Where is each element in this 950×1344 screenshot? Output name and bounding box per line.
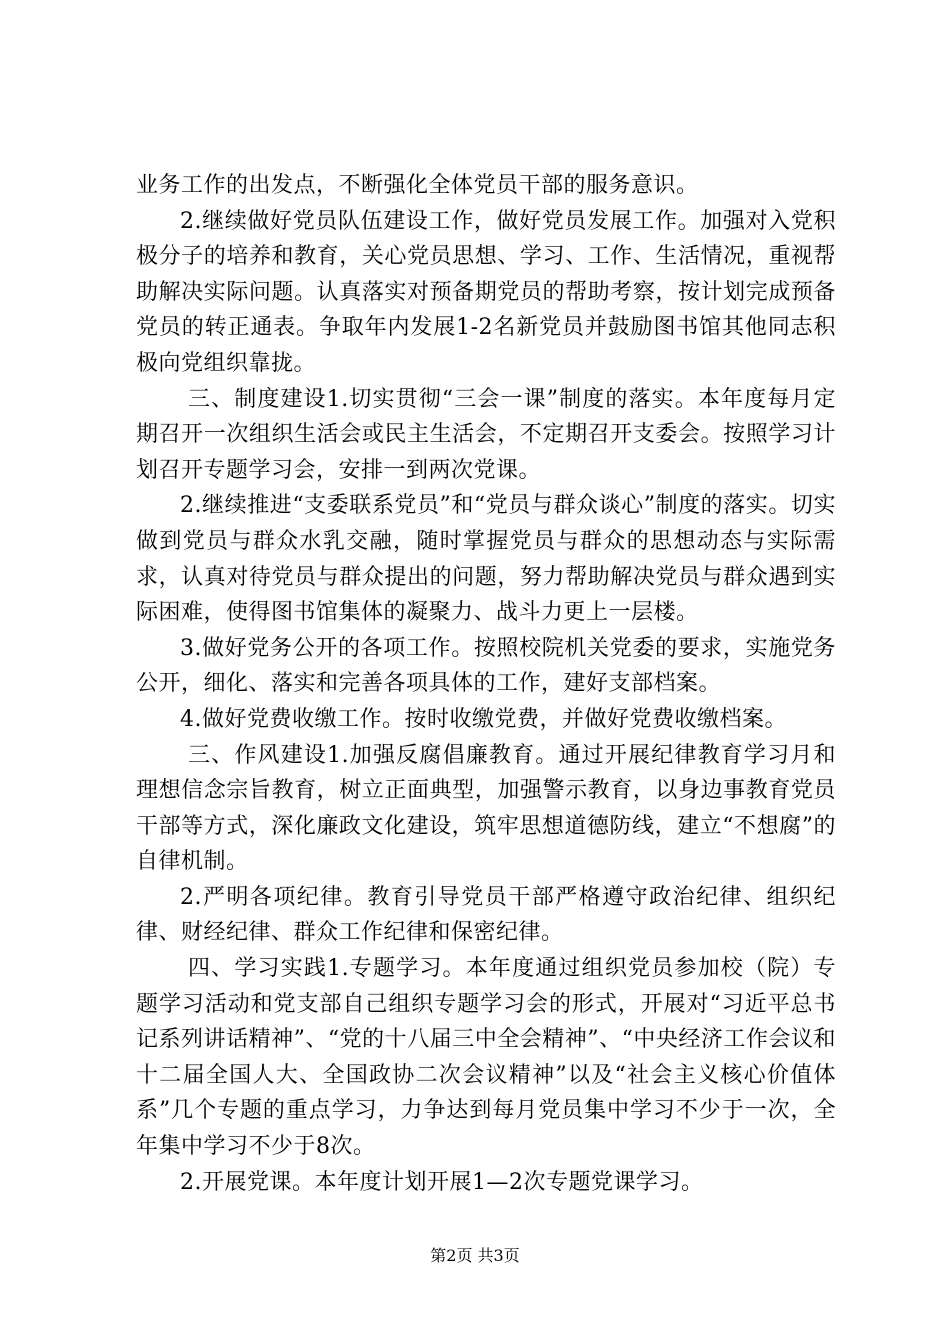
paragraph-study-practice: 四、学习实践1.专题学习。本年度通过组织党员参加校（院）专题学习活动和党支部自己组织专题学习会的形式，开展对“习近平总书记系列讲话精神”、“党的十八届三中全会精神”、“中央经济工作会议和十二届全国人大、全国政协二次会议精神”以及“社会主义核心价值体系”几个专题的重点学习，力争达到每月党员集中学习不少于一次，全年集中学习不少于8次。 [136,956,836,1160]
paragraph-liaison-system: 2.继续推进“支委联系党员”和“党员与群众谈心”制度的落实。切实做到党员与群众水乳交融，随时掌握党员与群众的思想动态与实际需求，认真对待党员与群众提出的问题，努力帮助解决党员与群众遇到实际困难，使得图书馆集体的凝聚力、战斗力更上一层楼。 [136,493,836,626]
paragraph-party-dues: 4.做好党费收缴工作。按时收缴党费，并做好党费收缴档案。 [180,706,787,732]
paragraph-discipline: 2.严明各项纪律。教育引导党员干部严格遵守政治纪律、组织纪律、财经纪律、群众工作纪律和保密纪律。 [136,884,836,946]
paragraph-system-building: 三、制度建设1.切实贯彻“三会一课”制度的落实。本年度每月定期召开一次组织生活会或民主生活会，不定期召开支委会。按照学习计划召开专题学习会，安排一到两次党课。 [136,386,836,483]
paragraph-member-team-building: 2.继续做好党员队伍建设工作，做好党员发展工作。加强对入党积极分子的培养和教育，关心党员思想、学习、工作、生活情况，重视帮助解决实际问题。认真落实对预备期党员的帮助考察，按计划完成预备党员的转正通表。争取年内发展1-2名新党员并鼓励图书馆其他同志积极向党组织靠拢。 [136,208,836,376]
page-footer [0,1246,950,1266]
paragraph-party-affairs-disclosure: 3.做好党务公开的各项工作。按照校院机关党委的要求，实施党务公开，细化、落实和完善各项具体的工作，建好支部档案。 [136,635,836,697]
paragraph-service-awareness: 业务工作的出发点，不断强化全体党员干部的服务意识。 [136,173,699,198]
paragraph-party-lecture: 2.开展党课。本年度计划开展1—2次专题党课学习。 [180,1169,704,1195]
document-body [136,168,836,1200]
page-number-indicator: 第2页 共3页 [430,1246,520,1265]
paragraph-work-style-building: 三、作风建设1.加强反腐倡廉教育。通过开展纪律教育学习月和理想信念宗旨教育，树立正面典型，加强警示教育，以身边事教育党员干部等方式，深化廉政文化建设，筑牢思想道德防线，建立“不想腐”的自律机制。 [136,742,836,875]
